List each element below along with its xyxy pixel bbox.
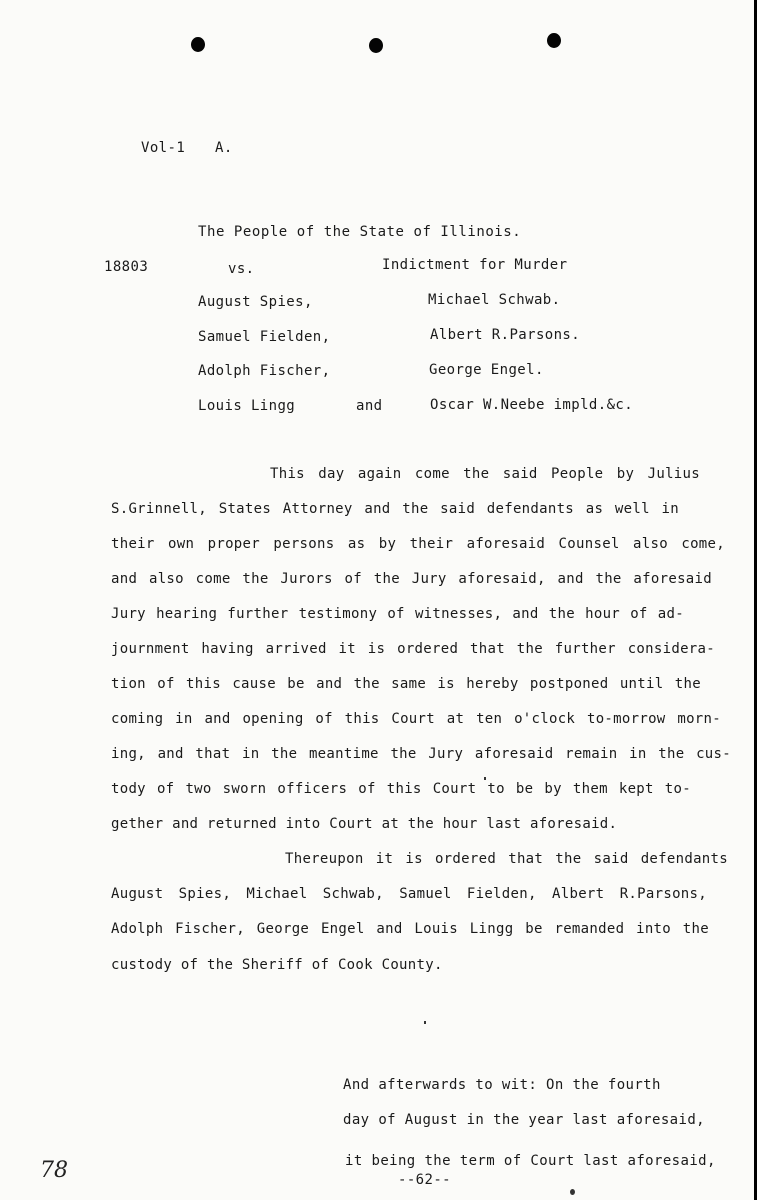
body-line: tody of two sworn officers of this Court to be by them kept to- xyxy=(111,781,691,797)
body-line: their own proper persons as by their aforesaid Counsel also come, xyxy=(111,536,725,552)
body-line: S.Grinnell, States Attorney and the said defendants as well in xyxy=(111,501,679,517)
defendant-left-1: August Spies, xyxy=(198,294,313,310)
volume-letter: A. xyxy=(215,140,233,156)
punch-hole-left xyxy=(191,37,205,52)
body-line: And afterwards to wit: On the fourth xyxy=(343,1077,661,1093)
case-title: The People of the State of Illinois. xyxy=(198,224,522,240)
defendant-left-3: Adolph Fischer, xyxy=(198,363,331,379)
defendant-left-2: Samuel Fielden, xyxy=(198,329,331,345)
defendant-right-4: Oscar W.Neebe impld.&c. xyxy=(430,397,634,413)
body-line: gether and returned into Court at the hour last aforesaid. xyxy=(111,816,618,832)
body-line: and also come the Jurors of the Jury aforesaid, and the aforesaid xyxy=(111,571,712,587)
charge-label: Indictment for Murder xyxy=(382,257,568,273)
body-line: Jury hearing further testimony of witnesses, and the hour of ad- xyxy=(111,606,684,622)
defendant-left-4: Louis Lingg xyxy=(198,398,296,414)
body-line: tion of this cause be and the same is hereby postponed until the xyxy=(111,676,701,692)
body-line: day of August in the year last aforesaid, xyxy=(343,1112,705,1128)
defendant-right-2: Albert R.Parsons. xyxy=(430,327,581,343)
page-number: --62-- xyxy=(398,1172,451,1188)
margin-number: 78 xyxy=(40,1158,68,1183)
body-line: Adolph Fischer, George Engel and Louis Lingg be remanded into the xyxy=(111,921,709,937)
ink-speck xyxy=(570,1189,575,1195)
case-number: 18803 xyxy=(104,259,149,275)
defendant-right-3: George Engel. xyxy=(429,362,544,378)
ink-speck xyxy=(484,777,486,780)
body-line: journment having arrived it is ordered that the further considera- xyxy=(111,641,715,657)
body-line: Thereupon it is ordered that the said defendants xyxy=(285,851,728,867)
body-line: custody of the Sheriff of Cook County. xyxy=(111,957,443,973)
volume-label: Vol-1 xyxy=(141,140,186,156)
body-line: This day again come the said People by Julius xyxy=(270,466,700,482)
defendant-right-1: Michael Schwab. xyxy=(428,292,561,308)
body-line: ing, and that in the meantime the Jury aforesaid remain in the cus- xyxy=(111,746,731,762)
body-line: August Spies, Michael Schwab, Samuel Fielden, Albert R.Parsons, xyxy=(111,886,707,902)
versus-label: vs. xyxy=(228,261,255,277)
ink-speck xyxy=(424,1021,426,1024)
body-line: coming in and opening of this Court at ten o'clock to-morrow morn- xyxy=(111,711,721,727)
punch-hole-right xyxy=(547,33,561,48)
conjunction-and: and xyxy=(356,398,383,414)
punch-hole-center xyxy=(369,38,383,53)
body-line: it being the term of Court last aforesaid, xyxy=(345,1153,716,1169)
